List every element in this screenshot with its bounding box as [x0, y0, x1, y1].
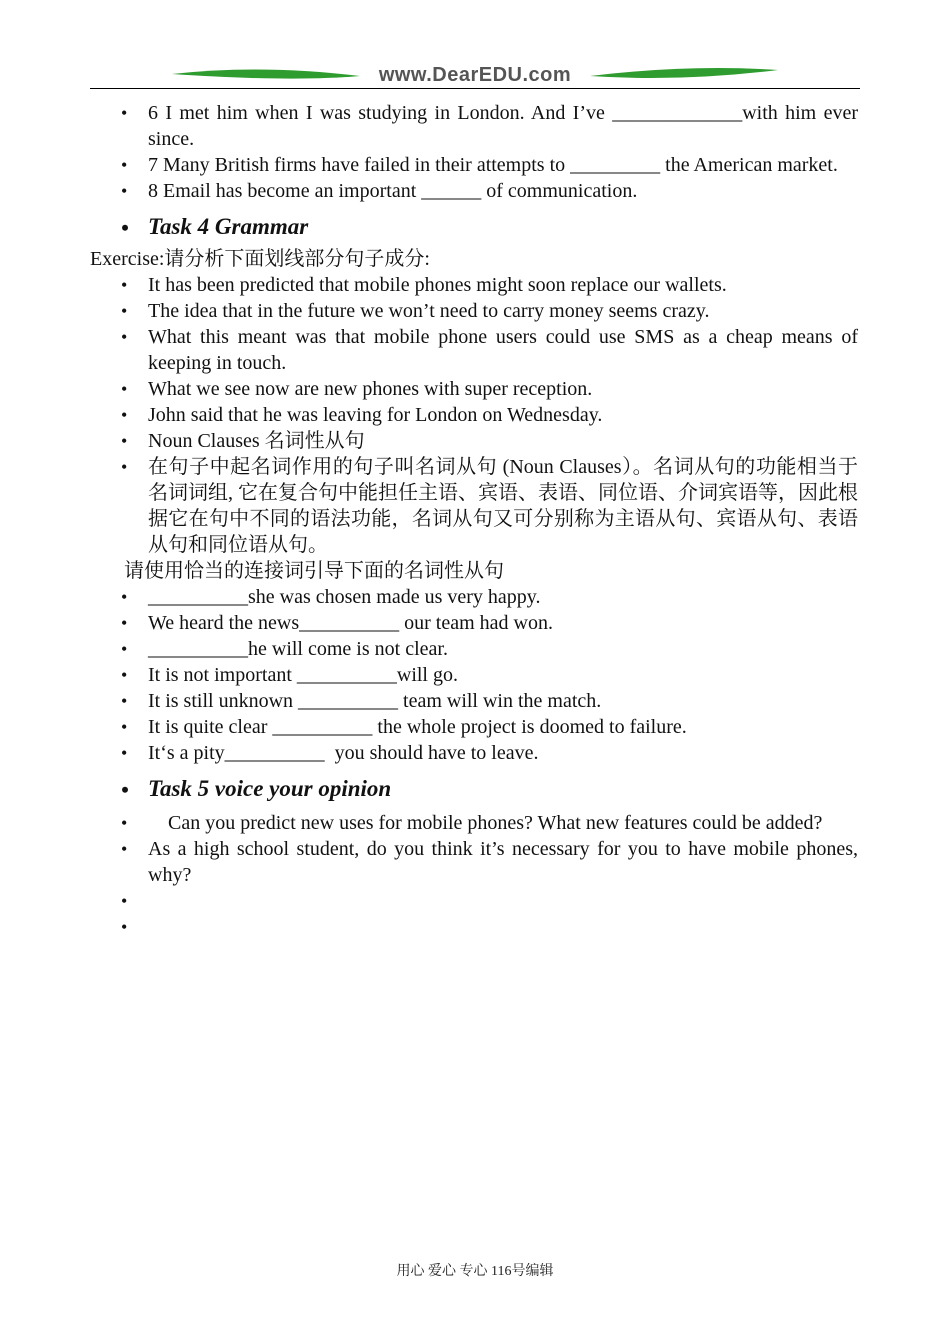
clause-list — [90, 584, 858, 766]
list-item: • __________she was chosen made us very happy. — [121, 586, 541, 608]
bullet-icon: • — [121, 457, 128, 477]
bullet-icon: • — [121, 813, 128, 833]
list-item-empty — [90, 888, 858, 914]
bullet-icon: • — [121, 379, 128, 399]
bullet-icon: • — [121, 327, 128, 347]
bullet-icon: • — [121, 587, 128, 607]
list-item: • As a high school student, do you think it’s necessary for you to have mobile phones, why? — [121, 838, 858, 886]
opinion-list — [90, 810, 858, 940]
bullet-icon: • — [121, 215, 129, 240]
task5-heading: • Task 5 voice your opinion — [90, 774, 858, 804]
bullet-icon: • — [121, 743, 128, 763]
bullet-icon: • — [121, 275, 128, 295]
bullet-icon: • — [121, 839, 128, 859]
bullet-icon: • — [121, 891, 128, 911]
bullet-icon: • — [121, 103, 128, 123]
bullet-icon: • — [121, 717, 128, 737]
vocab-list — [90, 100, 858, 204]
list-item: • What this meant was that mobile phone users could use SMS as a cheap means of keeping in touch. — [121, 326, 858, 374]
list-item: • 在句子中起名词作用的句子叫名词从句 (Noun Clauses）。名词从句的功能相当于名词词组, 它在复合句中能担任主语、宾语、表语、同位语、介词宾语等，因此根据它在句中不同的语法功能，名词从句又可分别称为主语从句、宾语从句、表语从句和同位语从句。 — [121, 456, 858, 556]
task4-heading-list — [90, 212, 858, 242]
task5-heading-list — [90, 774, 858, 804]
list-item: • We heard the news__________ our team had won. — [121, 612, 553, 634]
bullet-icon: • — [121, 301, 128, 321]
list-item: • It is quite clear __________ the whole project is doomed to failure. — [121, 716, 687, 738]
bullet-icon: • — [121, 777, 129, 802]
bullet-icon: • — [121, 613, 128, 633]
task4-heading: • Task 4 Grammar — [90, 212, 858, 242]
bullet-icon: • — [121, 431, 128, 451]
list-item: • What we see now are new phones with super reception. — [121, 378, 593, 400]
grammar-list — [90, 272, 858, 558]
header-rule — [90, 88, 860, 89]
document-body — [90, 100, 858, 940]
page-footer: 用心 爱心 专心 116号编辑 — [396, 1264, 554, 1279]
exercise-label: Exercise:请分析下面划线部分句子成分: — [90, 248, 430, 270]
list-item: • __________he will come is not clear. — [121, 638, 448, 660]
list-item-empty — [90, 914, 858, 940]
list-item: • 6 I met him when I was studying in London. And I’ve _____________with him ever since. — [121, 102, 858, 150]
list-item: • It has been predicted that mobile phones might soon replace our wallets. — [121, 274, 727, 296]
bullet-icon: • — [121, 405, 128, 425]
list-item: • The idea that in the future we won’t need to carry money seems crazy. — [121, 300, 710, 322]
list-item: • Noun Clauses 名词性从句 — [121, 430, 365, 452]
bullet-icon: • — [121, 181, 128, 201]
bullet-icon: • — [121, 665, 128, 685]
list-item: • It is still unknown __________ team will win the match. — [121, 690, 602, 712]
bullet-icon: • — [121, 155, 128, 175]
bullet-icon: • — [121, 917, 128, 937]
list-item: • It‘s a pity__________ you should have to leave. — [121, 742, 539, 764]
list-item: • John said that he was leaving for London on Wednesday. — [121, 404, 603, 426]
instruction-text: 请使用恰当的连接词引导下面的名词性从句 — [124, 560, 504, 582]
list-item: • 7 Many British firms have failed in their attempts to _________ the American market. — [121, 154, 838, 176]
bullet-icon: • — [121, 691, 128, 711]
list-item: • It is not important __________will go. — [121, 664, 458, 686]
list-item: • Can you predict new uses for mobile phones? What new features could be added? — [121, 812, 823, 834]
list-item: • 8 Email has become an important ______ of communication. — [121, 180, 638, 202]
logo-text: www.DearEDU.com — [378, 64, 572, 86]
bullet-icon: • — [121, 639, 128, 659]
